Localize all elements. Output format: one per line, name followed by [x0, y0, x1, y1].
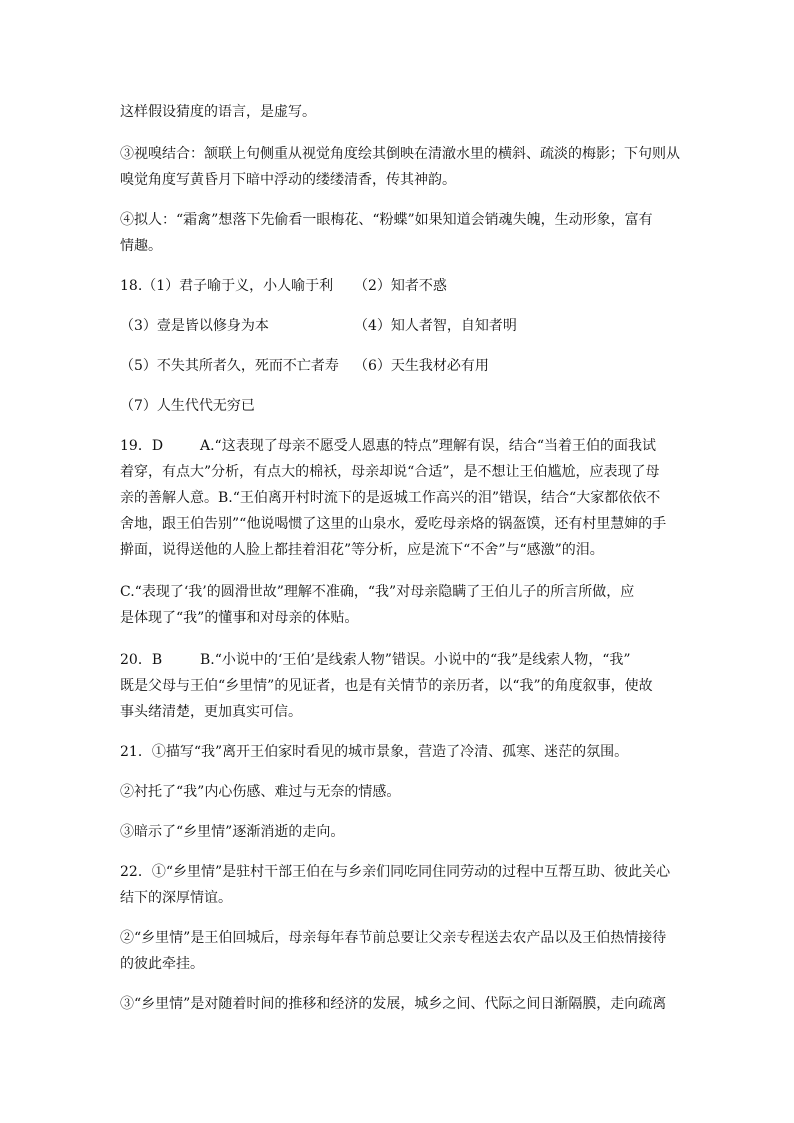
q22-text: ③“乡里情”是对随着时间的推移和经济的发展，城乡之间、代际之间日渐隔膜，走向疏离	[120, 996, 667, 1012]
q21-text: ③暗示了“乡里情”逐渐消逝的走向。	[120, 824, 345, 840]
q18-answer-3: （3）壹是皆以修身为本	[120, 318, 269, 334]
q18-answer-6: （6）天生我材必有用	[354, 358, 489, 374]
q18-answer-2: （2）知者不惑	[354, 278, 447, 294]
q19-text: 亲的善解人意。B.“王伯离开村时流下的是返城工作高兴的泪”错误，结合“大家都依依不	[120, 490, 661, 506]
q18-answer-7: （7）人生代代无穷已	[120, 398, 255, 414]
q20-text: 既是父母与王伯“乡里情”的见证者，也是有关情节的亲历者，以“我”的角度叙事，使故	[120, 678, 653, 694]
q18-answer-1: 18.（1）君子喻于义，小人喻于利	[120, 278, 334, 294]
q20-text: B.“小说中的‘王伯’是线索人物”错误。小说中的“我”是线索人物，“我”	[200, 652, 631, 668]
answer-text-line: 这样假设猜度的语言，是虚写。	[120, 104, 316, 120]
q18-answer-4: （4）知人者智，自知者明	[354, 318, 517, 334]
q20-text: 事头绪清楚，更加真实可信。	[120, 704, 302, 720]
q22-text: 的彼此牵挂。	[120, 956, 204, 972]
q19-text: 着穿，有点大”分析，有点大的棉袄，母亲却说“合适”，是不想让王伯尴尬，应表现了母	[120, 464, 660, 480]
q22-text: 结下的深厚情谊。	[120, 890, 232, 906]
q19-number: 19．D	[120, 438, 164, 454]
q21-text: ②衬托了“我”内心伤感、难过与无奈的情感。	[120, 784, 401, 800]
q22-text: 22．①“乡里情”是驻村干部王伯在与乡亲们同吃同住同劳动的过程中互帮互助、彼此关心	[120, 864, 671, 880]
q22-text: ②“乡里情”是王伯回城后，母亲每年春节前总要让父亲专程送去农产品以及王伯热情接待	[120, 930, 667, 946]
q19-text: A.“这表现了母亲不愿受人恩惠的特点”理解有误，结合“当着王伯的面我试	[200, 438, 657, 454]
q21-text: 21．①描写“我”离开王伯家时看见的城市景象，营造了冷清、孤寒、迷茫的氛围。	[120, 744, 629, 760]
answer-text-line: ③视嗅结合：颔联上句侧重从视觉角度绘其倒映在清澈水里的横斜、疏淡的梅影；下句则从	[120, 146, 680, 162]
answer-text-line: ④拟人：“霜禽”想落下先偷看一眼梅花、“粉蝶”如果知道会销魂失魄，生动形象，富有	[120, 212, 653, 228]
q19-text: 舍地，跟王伯告别”“他说喝惯了这里的山泉水，爱吃母亲烙的锅盔馍，还有村里慧婶的手	[120, 516, 667, 532]
answer-text-line: 嗅觉角度写黄昏月下暗中浮动的缕缕清香，传其神韵。	[120, 172, 456, 188]
q19-text: C.“表现了‘我’的圆滑世故”理解不准确，“我”对母亲隐瞒了王伯儿子的所言所做，应	[120, 584, 635, 600]
answer-text-line: 情趣。	[120, 238, 162, 254]
q19-text: 是体现了“我”的懂事和对母亲的体贴。	[120, 610, 359, 626]
q20-number: 20．B	[120, 652, 163, 668]
q18-answer-5: （5）不失其所者久，死而不亡者寿	[120, 358, 339, 374]
q19-text: 擀面，说得送他的人脸上都挂着泪花”等分析，应是流下“不舍”与“感激”的泪。	[120, 542, 604, 558]
